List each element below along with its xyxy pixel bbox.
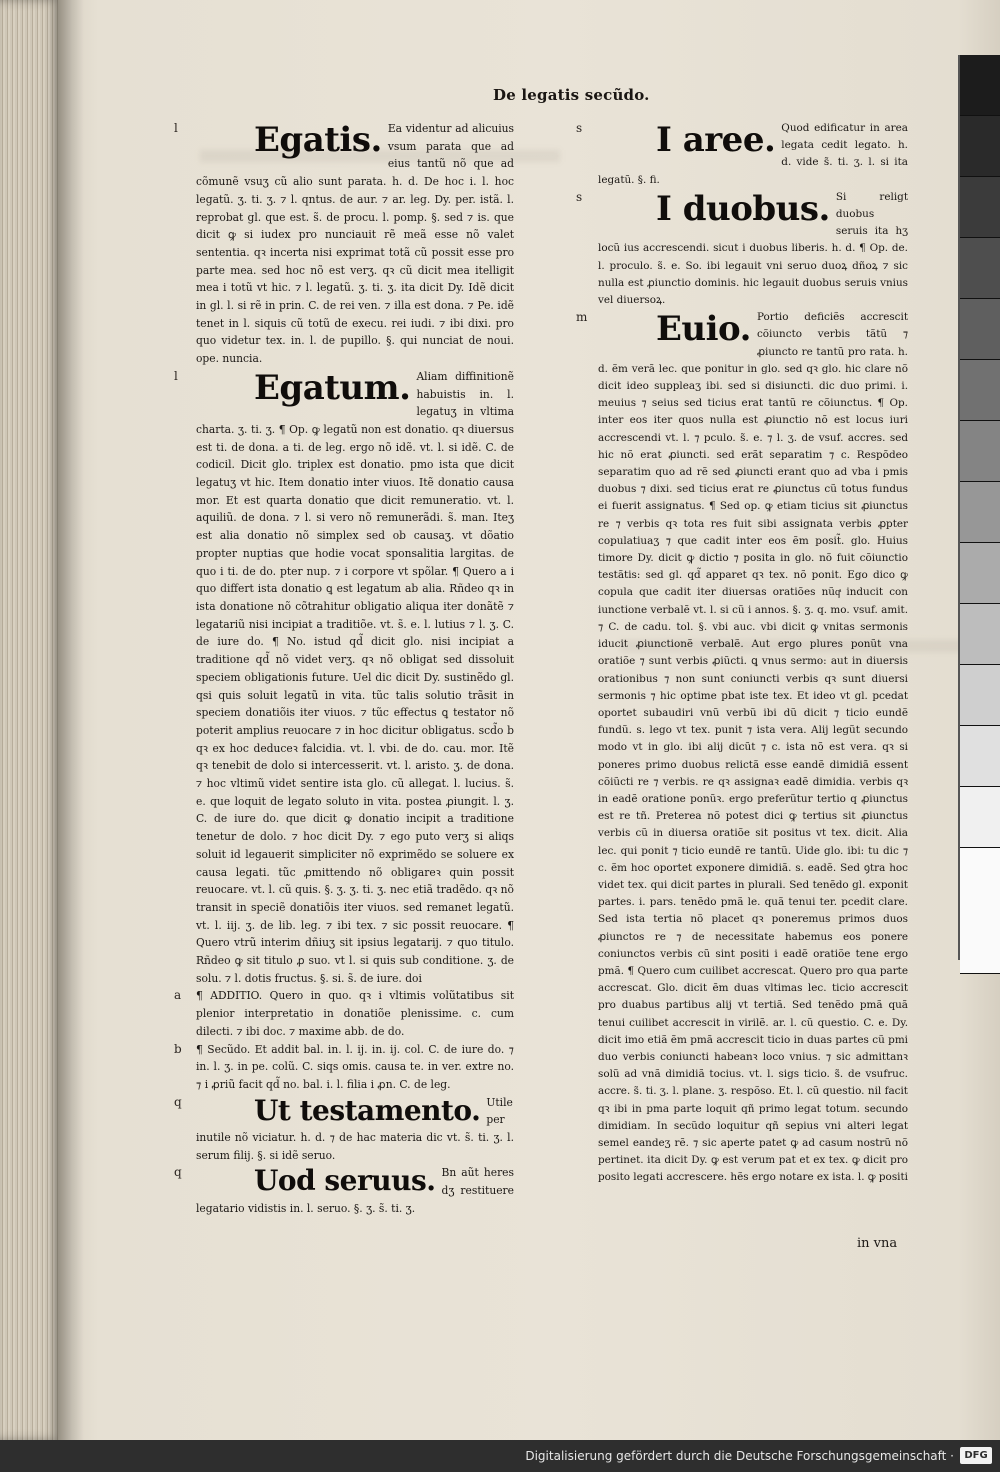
text-entry	[174, 120, 514, 368]
commentary-text: Aliam diffinitionẽ habuistis in. l. legatuʒ in vltima charta. ʒ. ti. ʒ. ¶ Op. ꝙ legatũ non est donatio. qꝛ diuersus est ti. de dona. a ti. de leg. ergo nõ idẽ. vt. l. si idẽ. C. de codicil. Dicit glo. triplex est donatio. pmo ista que dicit legatuʒ vt hic. Item donatio inter viuos. Itẽ donatio causa mor. Et est quarta donatio que dicit remuneratio. vt. l. aquiliũ. de dona. ⁊ l. si vero nõ remunerãdi. s̃. man. Iteʒ est alia donatio nõ simplex sed ob causaʒ. vt dõatio propter nuptias que hodie vocat sponsalitia largitas. de quo i ti. de do. pter nup. ⁊ i corpore vt spõlar. ¶ Quero a i quo differt ista donatio ꝗ est legatum ab alia. Rñdeo qꝛ in ista donatione nõ cõtrahitur obligatio aliqua iter donãtẽ ⁊ legatariũ nisi incipiat a traditiõe. vt. s̃. e. l. lutius ⁊ l. ʒ. C. de iure do. ¶ No. istud qd̃ dicit glo. nisi incipiat a traditione qd̃ nõ videt verʒ. qꝛ nõ obligat sed dissoluit speciem obligationis future. Uel dic dicit Dy. sustinẽdo gl. qsi quis soluit legatũ in vita. tũc talis solutio trãsit in speciem donatiõis iter viuos. ⁊ tũc effectus ꝗ testator nõ poterit amplius reuocare ⁊ in hoc dicitur obligatus. scd̃o b qꝛ ex hoc deduceꝛ falcidia. vt. l. vbi. de do. cau. mor. Itẽ qꝛ tenebit de dolo si intercesserit. vt. l. aristo. ʒ. de dona. ⁊ hoc vltimũ videt sentire ista glo. cũ allegat. l. lucius. s̃. e. que loquit de legato soluto in vita. postea ꝓiungit. l. ʒ. C. de iure do. que dicit ꝙ donatio incipit a traditione tenetur de dolo. ⁊ hoc dicit Dy. ⁊ ego puto verʒ si aliqs soluit id legauerit simpliciter nõ exprimẽdo se soluere ex causa legati. tũc ꝓmittendo nõ obligareꝛ quin possit reuocare. vt. l. cũ quis. §. ʒ. ʒ. ti. ʒ. nec etiã tradẽdo. qꝛ nõ transit in speciẽ donatiõis iter viuos. sed remanet legatũ. vt. l. iij. ʒ. de lib. leg. ⁊ ibi tex. ⁊ sic possit reuocare. ¶ Quero vtrũ interim dñiuʒ sit ipsius legatarij. ⁊ quo titulo. Rñdeo ꝙ sit titulo ꝓ suo. vt l. si quis sub conditione. ʒ. de solu. ⁊ l. dotis fructus. §. si. s̃. de iure. doi	[196, 369, 514, 985]
funding-credit: Digitalisierung gefördert durch die Deutsche Forschungsgemeinschaft ·	[525, 1449, 954, 1463]
color-swatch	[960, 665, 1000, 726]
text-entry	[174, 1041, 514, 1094]
lemma-heading: Euio.	[656, 309, 751, 350]
margin-marker: q	[174, 1094, 182, 1109]
text-entry	[174, 367, 514, 988]
text-entry	[576, 188, 908, 309]
lemma-heading: Ut testamento.	[254, 1093, 481, 1127]
commentary-text: Ea videntur ad alicuius vsum parata que ad eius tantũ nõ que ad cõmunẽ vsuʒ cũ alio sunt parata. h. d. De hoc i. l. hoc legatũ. ʒ. ti. ʒ. ⁊ l. qntus. de aur. ⁊ ar. leg. Dy. per. istã. l. reprobat gl. que est. s̃. de procu. l. pomp. §. sed ⁊ is. que dicit ꝙ si iudex pro nunciauit rẽ meã esse nõ valet sententia. qꝛ incerta nisi exprimat totã cũ possit esse pro parte mea. sed hoc nõ est verʒ. qꝛ cũ dicit mea itelligit mea i totũ vt hic. ⁊ l. legatũ. ʒ. ti. ʒ. ita dicit Dy. Idẽ dicit in gl. l. si rẽ in prin. C. de rei ven. ⁊ illa est dona. ⁊ Pe. idẽ tenet in l. siquis cũ totũ de execu. rei iudi. ⁊ ibi dixi. pro quo videtur tex. in. l. de pupillo. §. qui nunciat de noui. ope. nuncia.	[196, 122, 514, 366]
margin-marker: a	[174, 988, 182, 1003]
margin-marker: q	[174, 1165, 182, 1180]
commentary-text: Utile per inutile nõ viciatur. h. d. ⁊ de hac materia dic vt. s̃. ti. ʒ. l. serum filij. §. si idẽ seruo.	[196, 1095, 514, 1162]
right-text-column	[576, 120, 908, 1187]
footer-bar	[0, 1440, 1000, 1472]
catchword: in vna	[857, 1236, 898, 1251]
text-entry	[174, 1093, 514, 1165]
color-swatch	[960, 787, 1000, 848]
commentary-text: Portio deficiẽs accrescit cõiuncto verbis tãtũ ⁊ ꝓiuncto re tantũ pro rata. h. d. ẽm verã lec. que ponitur in glo. sed qꝛ glo. hic clare nõ dicit ideo suppleaʒ ibi. sed si disiuncti. dic duo primi. i. meuius ⁊ seius sed ticius erat tantũ re cõiunctus. ¶ Op. inter eos iter quos nulla est ꝓiunctio nõ est locus iuri accrescendi vt. l. ⁊ pculo. s̃. e. ⁊ l. ʒ. de vsuf. accres. sed hic nõ erat ꝓiuncti. sed erãt separatim ⁊ c. Respõdeo separatim quo ad rẽ sed ꝓiuncti erant quo ad vba i pmis duobus ⁊ dixi. sed ticius erat re ꝓiunctus cũ totus fundus ei fuerit assignatus. ¶ Sed op. ꝙ etiam ticius sit ꝓiunctus re ⁊ verbis qꝛ tota res fuit sibi assignata verbis ꝓpter copulatiuaʒ ⁊ que cadit inter eos ẽm posit̃. glo. Huius timore Dy. dicit ꝙ dictio ⁊ posita in glo. nõ fuit cõiunctio testãtis: sed gl. qd̃ apparet qꝛ tex. nõ ponit. Ego dico ꝙ copula que cadit iter diuersas oratiões nũqͣ inducit con iunctione verbalẽ vt. l. si cũ i annos. §. ʒ. q. mo. vsuf. amit. ⁊ C. de cadu. tol. §. vbi auc. vbi dicit ꝙ vnitas sermonis iducit ꝓiunctionẽ verbalẽ. Aut ergo plures ponũt vna oratiõe ⁊ sunt verbis ꝓiũcti. ꝗ vnus sermo: aut in diuersis orationibus ⁊ non sunt coniuncti verbis qꝛ sunt diuersi sermonis ⁊ hic optime pbat iste tex. Et ideo vt gl. pcedat oportet subaudiri vnũ verbũ ibi dũ dicit ⁊ ticio eundẽ fundũ. s. lego vt tex. punit ⁊ ista vera. Alij legũt secundo modo vt in glo. ibi alij dicũt ⁊ c. ista nõ est vera. qꝛ si poneres primo duobus relictã esse eandẽ dimidiã essent cõiũcti re ⁊ verbis. re qꝛ assignaꝛ eadẽ dimidia. verbis qꝛ in eadẽ oratione ponũꝛ. ergo preferũtur tertio q ꝓiunctus est re tñ. Preterea nõ potest dici ꝙ tertius sit ꝓiunctus verbis cũ in diuersa oratiõe sit positus vt tex. dicit. Alia lec. qui ponit ⁊ ticio eundẽ re tantũ. Uide glo. ibi: tu dic ⁊ c. ẽm hoc oportet exponere dimidiã. s. eadẽ. Sed ꝯtra hoc videt tex. qui dicit partes in plurali. Sed tenẽdo gl. exponit partes. i. pars. tenẽdo pmã le. quã tenui ter. pcedit clare. Sed ista tertia nõ placet qꝛ poneremus primos duos ꝓiunctos re ⁊ de necessitate habemus eos ponere coniunctos verbis cũ sint positi i eadẽ oratiõe tene ergo pmã. ¶ Quero cum cuilibet accrescat. Quero pro qua parte accrescat. Glo. dicit ẽm duas vltimas lec. ticio accrescit pro duabus partibus alij vt tertiã. Sed tenẽdo pmã quã tenui cuilibet accrescit in virilẽ. ar. l. cũ questio. C. e. Dy. dicit imo etiã ẽm pmã accrescit ticio in duas partes cũ pmi duo verbis coniuncti habeanꝛ loco vnius. ⁊ sic admittanꝛ solũ ad vnã dimidiã tocius. vt. l. sigs ticio. s̃. de vsufruc. accre. s̃. ti. ʒ. l. plane. ʒ. respõso. Et. l. cũ questio. nil facit qꝛ ibi in pma parte loquit qñ primo legat totum. secundo dimidiam. In secũdo loquitur qñ sepius vni alteri legat semel eandeʒ rẽ. ⁊ sic aperte patet ꝙ ad casum nostrũ nõ pertinet. ita dicit Dy. ꝙ est verum pat et ex tex. ꝙ dicit pro posito legati accrescere. hẽs ergo notare ex ista. l. ꝙ positi	[598, 311, 908, 1184]
dfg-logo: DFG	[960, 1447, 992, 1464]
lemma-heading: I aree.	[656, 120, 776, 160]
color-swatch	[960, 177, 1000, 238]
text-entry	[576, 309, 908, 1186]
color-swatch	[960, 299, 1000, 360]
margin-marker: b	[174, 1041, 182, 1056]
commentary-text: ¶ ADDITIO. Quero in quo. qꝛ i vltimis volũtatibus sit plenior interpretatio in donatiõe plenissime. c. cum dilecti. ⁊ ibi doc. ⁊ maxime abb. de do.	[196, 989, 514, 1038]
margin-marker: l	[174, 121, 178, 135]
color-swatch	[960, 360, 1000, 421]
lemma-heading: Egatum.	[254, 367, 411, 408]
color-swatch	[960, 848, 1000, 974]
commentary-text: ¶ Secũdo. Et addit bal. in. l. ij. in. ij. col. C. de iure do. ⁊ in. l. ʒ. in pe. colũ. C. siqs omis. causa te. in ver. extre no. ⁊ i ꝓriũ facit qd̃ no. bal. i. l. filia i ꝓn. C. de leg.	[196, 1042, 514, 1091]
left-text-column	[174, 120, 514, 1218]
commentary-text: Bn aũt heres dʒ restituere legatario vidistis in. l. seruo. §. ʒ. s̃. ti. ʒ.	[196, 1166, 514, 1215]
color-swatch	[960, 726, 1000, 787]
color-swatch	[960, 543, 1000, 604]
lemma-heading: I duobus.	[656, 188, 830, 229]
commentary-text: Quod edificatur in area legata cedit legato. h. d. vide s̃. ti. ʒ. l. si ita legatũ. §. fi.	[598, 122, 908, 186]
color-calibration-strip	[958, 55, 1000, 960]
color-swatch	[960, 238, 1000, 299]
gutter-shadow	[58, 0, 84, 1440]
text-entry	[174, 987, 514, 1040]
commentary-text: Si religt duobus seruis ita hʒ locũ ius accrescendi. sicut i duobus liberis. h. d. ¶ Op. de. l. proculo. s̃. e. So. ibi legauit vni seruo duoꝝ dñoꝝ ⁊ sic nulla est ꝓiunctio dominis. hic legauit duobus seruis vnius vel diuersoꝝ.	[598, 190, 908, 307]
running-title: De legatis secũdo.	[493, 86, 650, 104]
margin-marker: s	[576, 189, 583, 204]
color-swatch	[960, 604, 1000, 665]
color-swatch	[960, 116, 1000, 177]
color-swatch	[960, 55, 1000, 116]
margin-marker: l	[174, 368, 178, 383]
color-swatch	[960, 482, 1000, 543]
color-swatch	[960, 421, 1000, 482]
lemma-heading: Uod seruus.	[254, 1164, 436, 1198]
lemma-heading: Egatis.	[254, 120, 382, 160]
text-entry	[576, 120, 908, 189]
text-entry	[174, 1164, 514, 1217]
margin-marker: s	[576, 121, 583, 135]
page-edges	[0, 0, 60, 1440]
margin-marker: m	[576, 310, 588, 325]
